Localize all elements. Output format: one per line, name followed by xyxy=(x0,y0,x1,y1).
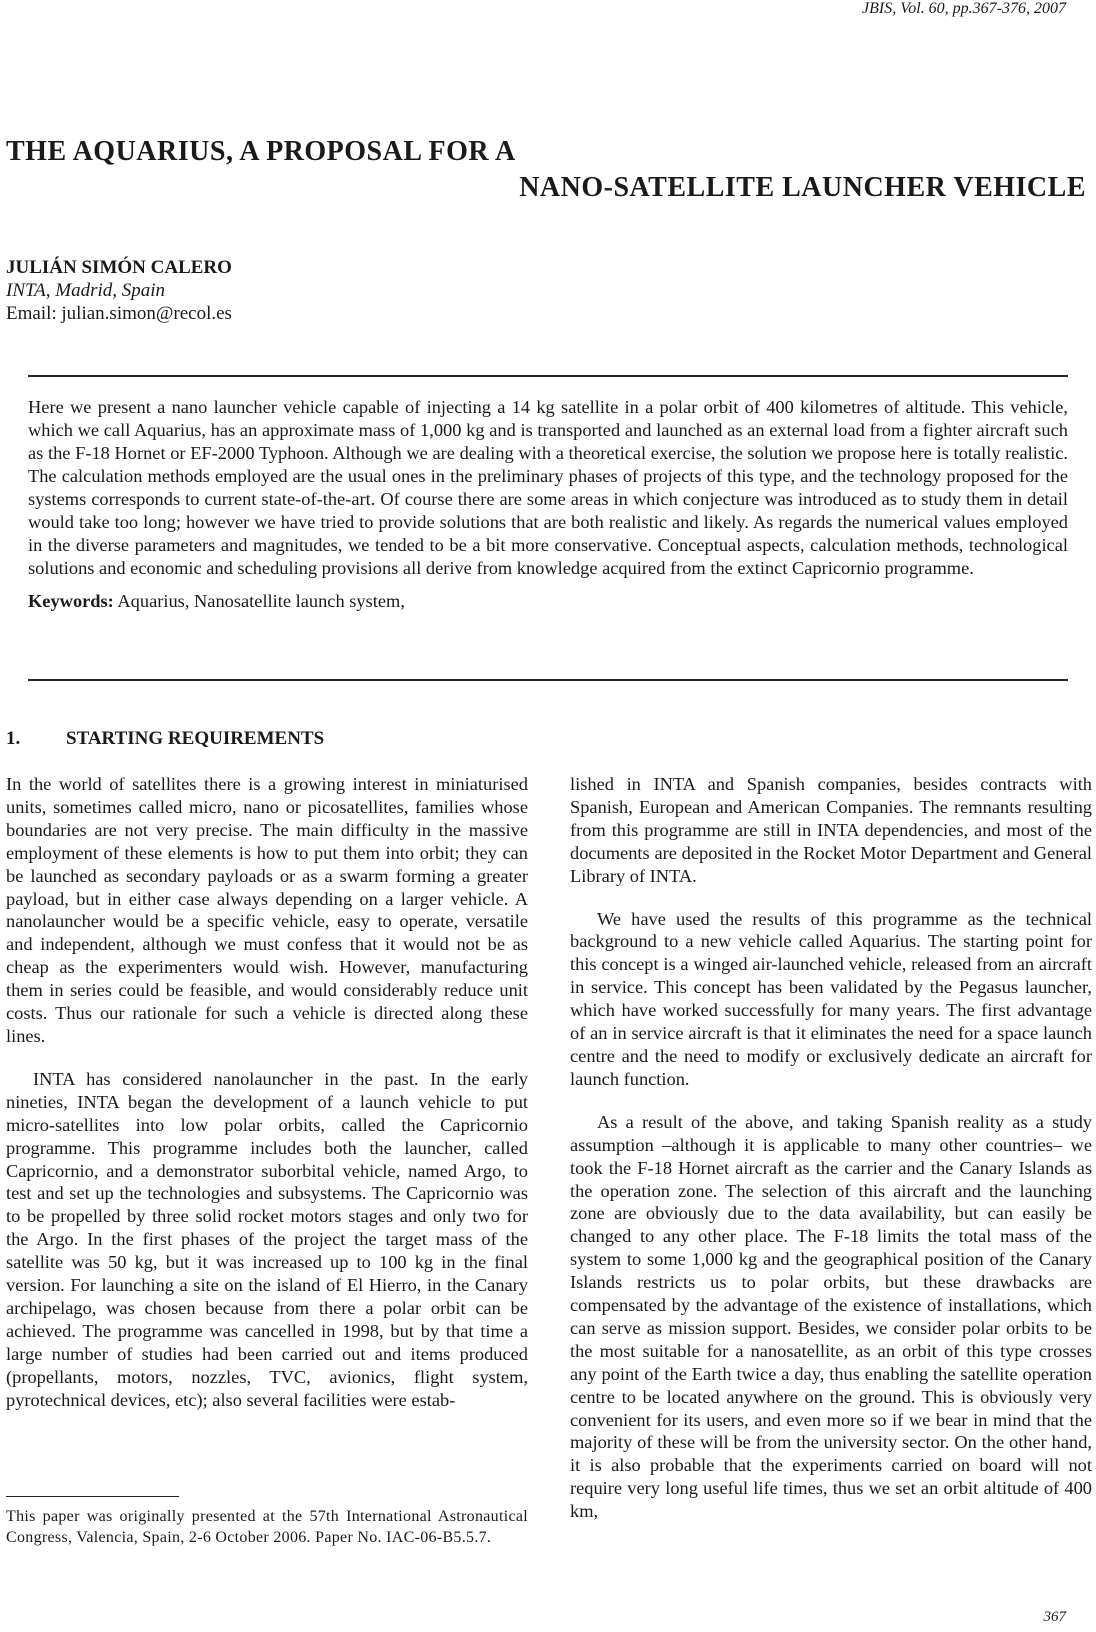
title-line-2: NANO-SATELLITE LAUNCHER VEHICLE xyxy=(519,172,1086,203)
section-heading xyxy=(6,728,324,750)
keywords xyxy=(28,590,1068,613)
author-affiliation: INTA, Madrid, Spain xyxy=(6,280,166,301)
body-paragraph: INTA has considered nanolauncher in the past. In the early nineties, INTA began the development of a launch vehicle to put micro-satellites into low polar orbits, called the Capricornio programme. This programme includes both the launcher, called Capricornio, and a demonstrator suborbital vehicle, named Argo, to test and set up the technologies and subsystems. The Capricornio was to be propelled by three solid rocket motors stages and only two for the Argo. In the first phases of the project the target mass of the satellite was 50 kg, but it was increased up to 100 kg in the final version. For launching a site on the island of El Hierro, in the Canary archipelago, was chosen because from there a polar orbit can be achieved. The programme was cancelled in 1998, but by that time a large number of studies had been carried out and items produced (propellants, motors, nozzles, TVC, avionics, flight system, pyrotechnical devices, etc); also several facilities were estab- xyxy=(6,1068,528,1410)
author-block xyxy=(6,256,232,325)
abstract-bottom-rule xyxy=(28,679,1068,681)
left-column xyxy=(6,773,528,1411)
author-name: JULIÁN SIMÓN CALERO xyxy=(6,257,232,278)
author-email: Email: julian.simon@recol.es xyxy=(6,303,232,324)
abstract-text: Here we present a nano launcher vehicle capable of injecting a 14 kg satellite in a polar orbit of 400 kilometres of altitude. This vehicle, which we call Aquarius, has an approximate mass of 1,000 kg and is transported and launched as an external load from a fighter aircraft such as the F-18 Hornet or EF-2000 Typhoon. Although we are dealing with a theoretical exercise, the solution we propose here is totally realistic. The calculation methods employed are the usual ones in the preliminary phases of projects of this type, and the technology proposed for the systems corresponds to current state-of-the-art. Of course there are some areas in which conjecture was introduced as to study them in detail would take too long; however we have tried to provide solutions that are both realistic and likely. As regards the numerical values employed in the diverse parameters and magnitudes, we tended to be a bit more conservative. Conceptual aspects, calculation methods, technological solutions and economic and scheduling provisions all derive from knowledge acquired from the extinct Capricornio programme. xyxy=(28,397,1068,578)
page-number: 367 xyxy=(1043,1609,1066,1625)
footnote-rule xyxy=(6,1496,179,1497)
right-column xyxy=(570,773,1092,1523)
section-number: 1. xyxy=(6,728,21,749)
footnote: This paper was originally presented at the 57th International Astronautical Congress, Valencia, Spain, 2-6 October 2006. Paper No. IAC-06-B5.5.7. xyxy=(6,1508,528,1546)
body-paragraph: lished in INTA and Spanish companies, besides contracts with Spanish, European and American Companies. The remnants resulting from this programme are still in INTA dependencies, and most of the documents are deposited in the Rocket Motor Department and General Library of INTA. xyxy=(570,774,1092,886)
body-paragraph: As a result of the above, and taking Spanish reality as a study assumption –although it is applicable to many other countries– we took the F-18 Hornet aircraft as the carrier and the Canary Islands as the operation zone. The selection of this aircraft and the launching zone are obviously due to the data availability, but can easily be changed to any other place. The F-18 limits the total mass of the system to some 1,000 kg and the geographical position of the Canary Islands restricts us to polar orbits, but these drawbacks are compensated by the advantage of the existence of installations, which can serve as mission support. Besides, we consider polar orbits to be the most suitable for a nanosatellite, as an orbit of this type crosses any point of the Earth twice a day, thus enabling the satellite operation centre to be located anywhere on the ground. This is obviously very convenient for its users, and even more so if we bear in mind that the majority of these will be from the university sector. On the other hand, it is also probable that the experiments carried on board will not require very long useful life times, thus we set an orbit altitude of 400 km, xyxy=(570,1111,1092,1522)
keywords-label: Keywords: xyxy=(28,591,114,611)
body-paragraph: We have used the results of this programme as the technical background to a new vehicle called Aquarius. The starting point for this concept is a winged air-launched vehicle, released from an aircraft in service. This concept has been validated by the Pegasus launcher, which have worked successfully for many years. The first advantage of an in service aircraft is that it eliminates the need for a space launch centre and the need to modify or exclusively dedicate an aircraft for launch function. xyxy=(570,908,1092,1089)
abstract xyxy=(28,396,1068,613)
paper-title xyxy=(6,134,1086,206)
journal-reference: JBIS, Vol. 60, pp.367-376, 2007 xyxy=(862,0,1066,17)
title-line-1: THE AQUARIUS, A PROPOSAL FOR A xyxy=(6,136,516,167)
abstract-top-rule xyxy=(28,375,1068,377)
section-title: STARTING REQUIREMENTS xyxy=(66,728,325,749)
keywords-list: Aquarius, Nanosatellite launch system, xyxy=(117,591,405,611)
body-paragraph: In the world of satellites there is a growing interest in miniaturised units, sometimes called micro, nano or picosatellites, families whose boundaries are not very precise. The main difficulty in the massive employment of these elements is how to put them into orbit; they can be launched as secondary payloads or as a swarm forming a greater payload, but in either case always depending on a larger vehicle. A nanolauncher would be a specific vehicle, easy to operate, versatile and independent, although we must confess that it would not be as cheap as the experimenters would wish. However, manufacturing them in series could be feasible, and would considerably reduce unit costs. Thus our rationale for such a vehicle is directed along these lines. xyxy=(6,774,528,1046)
